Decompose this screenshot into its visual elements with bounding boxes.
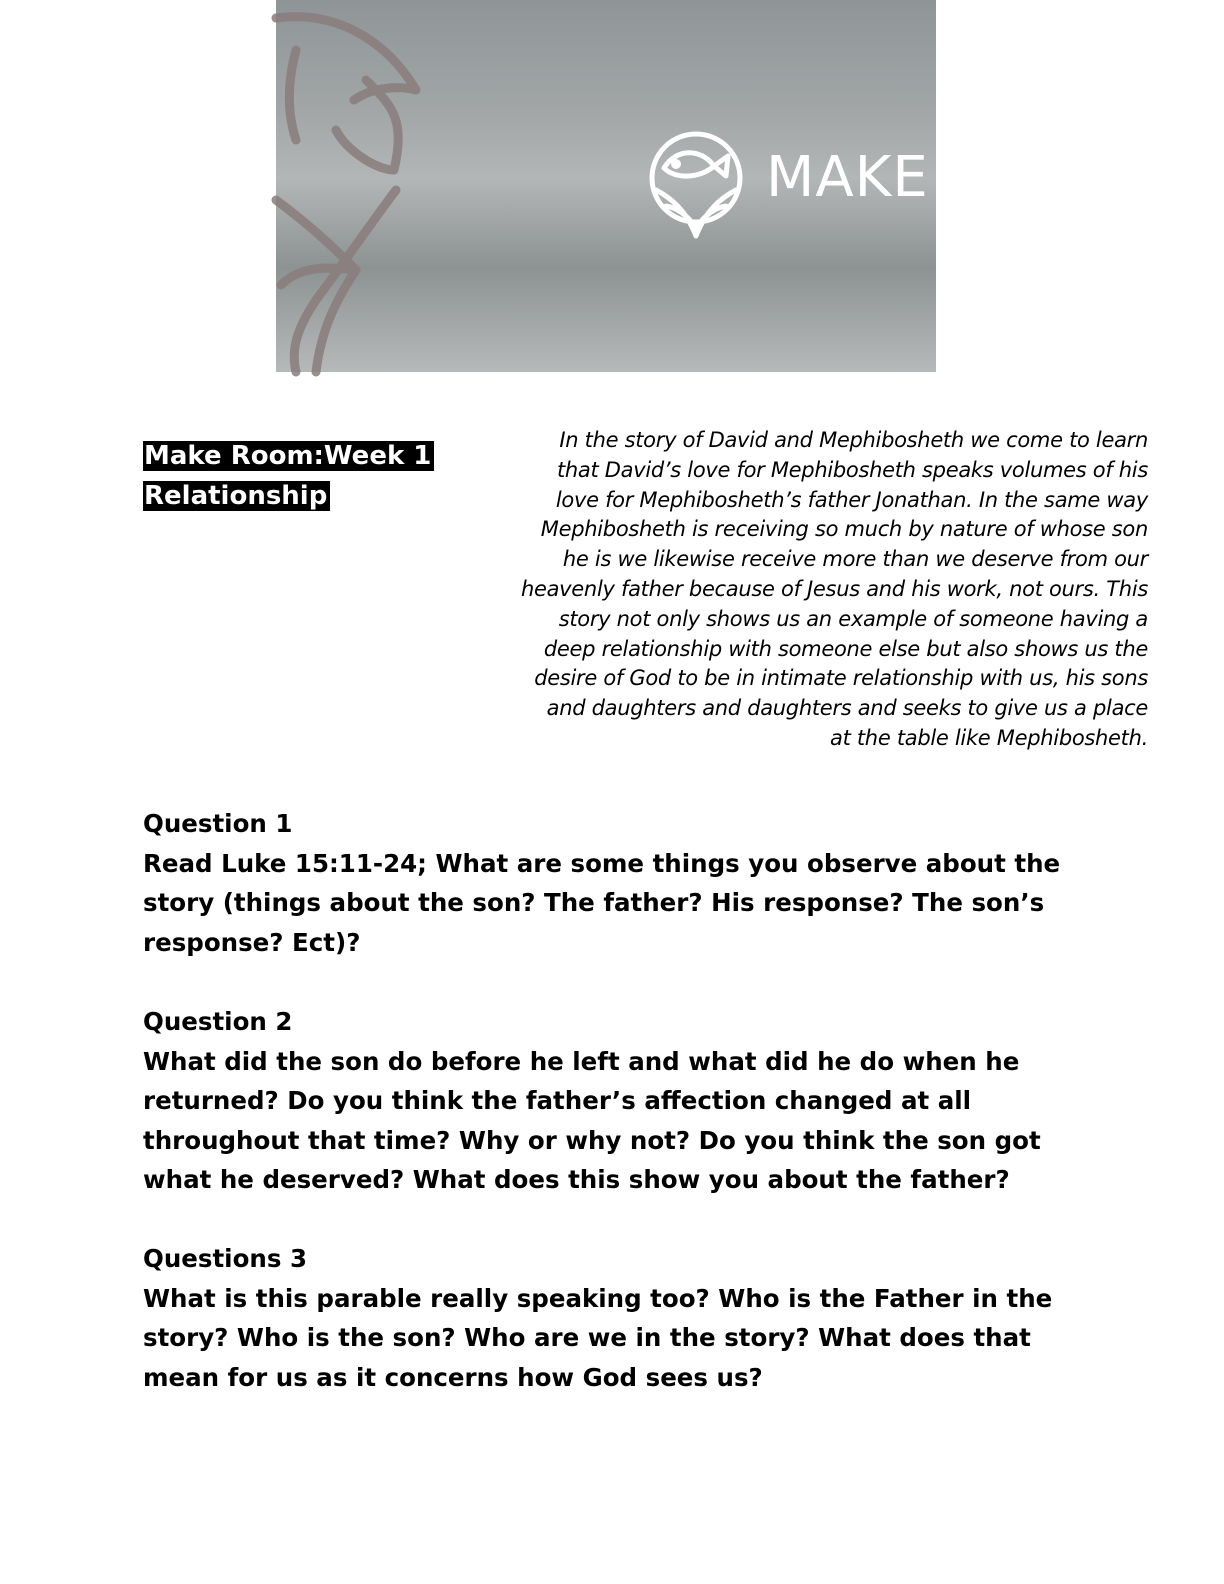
question-text: What is this parable really speaking too? Who is the Father in the story? Who is the son? Who are we in the story? What does that mean for us as it concerns how God sees us?	[143, 1283, 1053, 1392]
question-text: What did the son do before he left and what did he do when he returned? Do you think the father’s affection changed at all throughout that time? Why or why not? Do you think the son got what he deserved? What does this show you about the father?	[143, 1046, 1041, 1195]
question-label: Question 2	[143, 1007, 293, 1036]
week-line: Make Room:Week 1	[143, 441, 434, 471]
question-block-3	[143, 1239, 1083, 1397]
question-block-2	[143, 1002, 1083, 1200]
question-label: Question 1	[143, 809, 293, 838]
banner-title: MAKE ROOM	[766, 145, 1127, 210]
question-text: Read Luke 15:11-24; What are some things you observe about the story (things about the son? The father? His response? The son’s response? Ect)?	[143, 848, 1061, 957]
intro-paragraph: In the story of David and Mephibosheth we come to learn that David’s love for Mephibosheth speaks volumes of his love for Mephibosheth’s father Jonathan. In the same way Mephibosheth is receiving so much by nature of whose son he is we likewise receive more than we deserve from our heavenly father because of Jesus and his work, not ours. This story not only shows us an example of someone having a deep relationship with someone else but also shows us the desire of God to be in intimate relationship with us, his sons and daughters and daughters and seeks to give us a place at the table like Mephibosheth.	[520, 428, 1148, 750]
question-label: Questions 3	[143, 1244, 308, 1273]
question-block-1	[143, 804, 1083, 962]
series-week-heading	[143, 436, 434, 516]
topic-line: Relationship	[143, 481, 330, 511]
header-banner-image	[276, 0, 1127, 372]
fish-heart-logo-icon	[646, 128, 746, 242]
